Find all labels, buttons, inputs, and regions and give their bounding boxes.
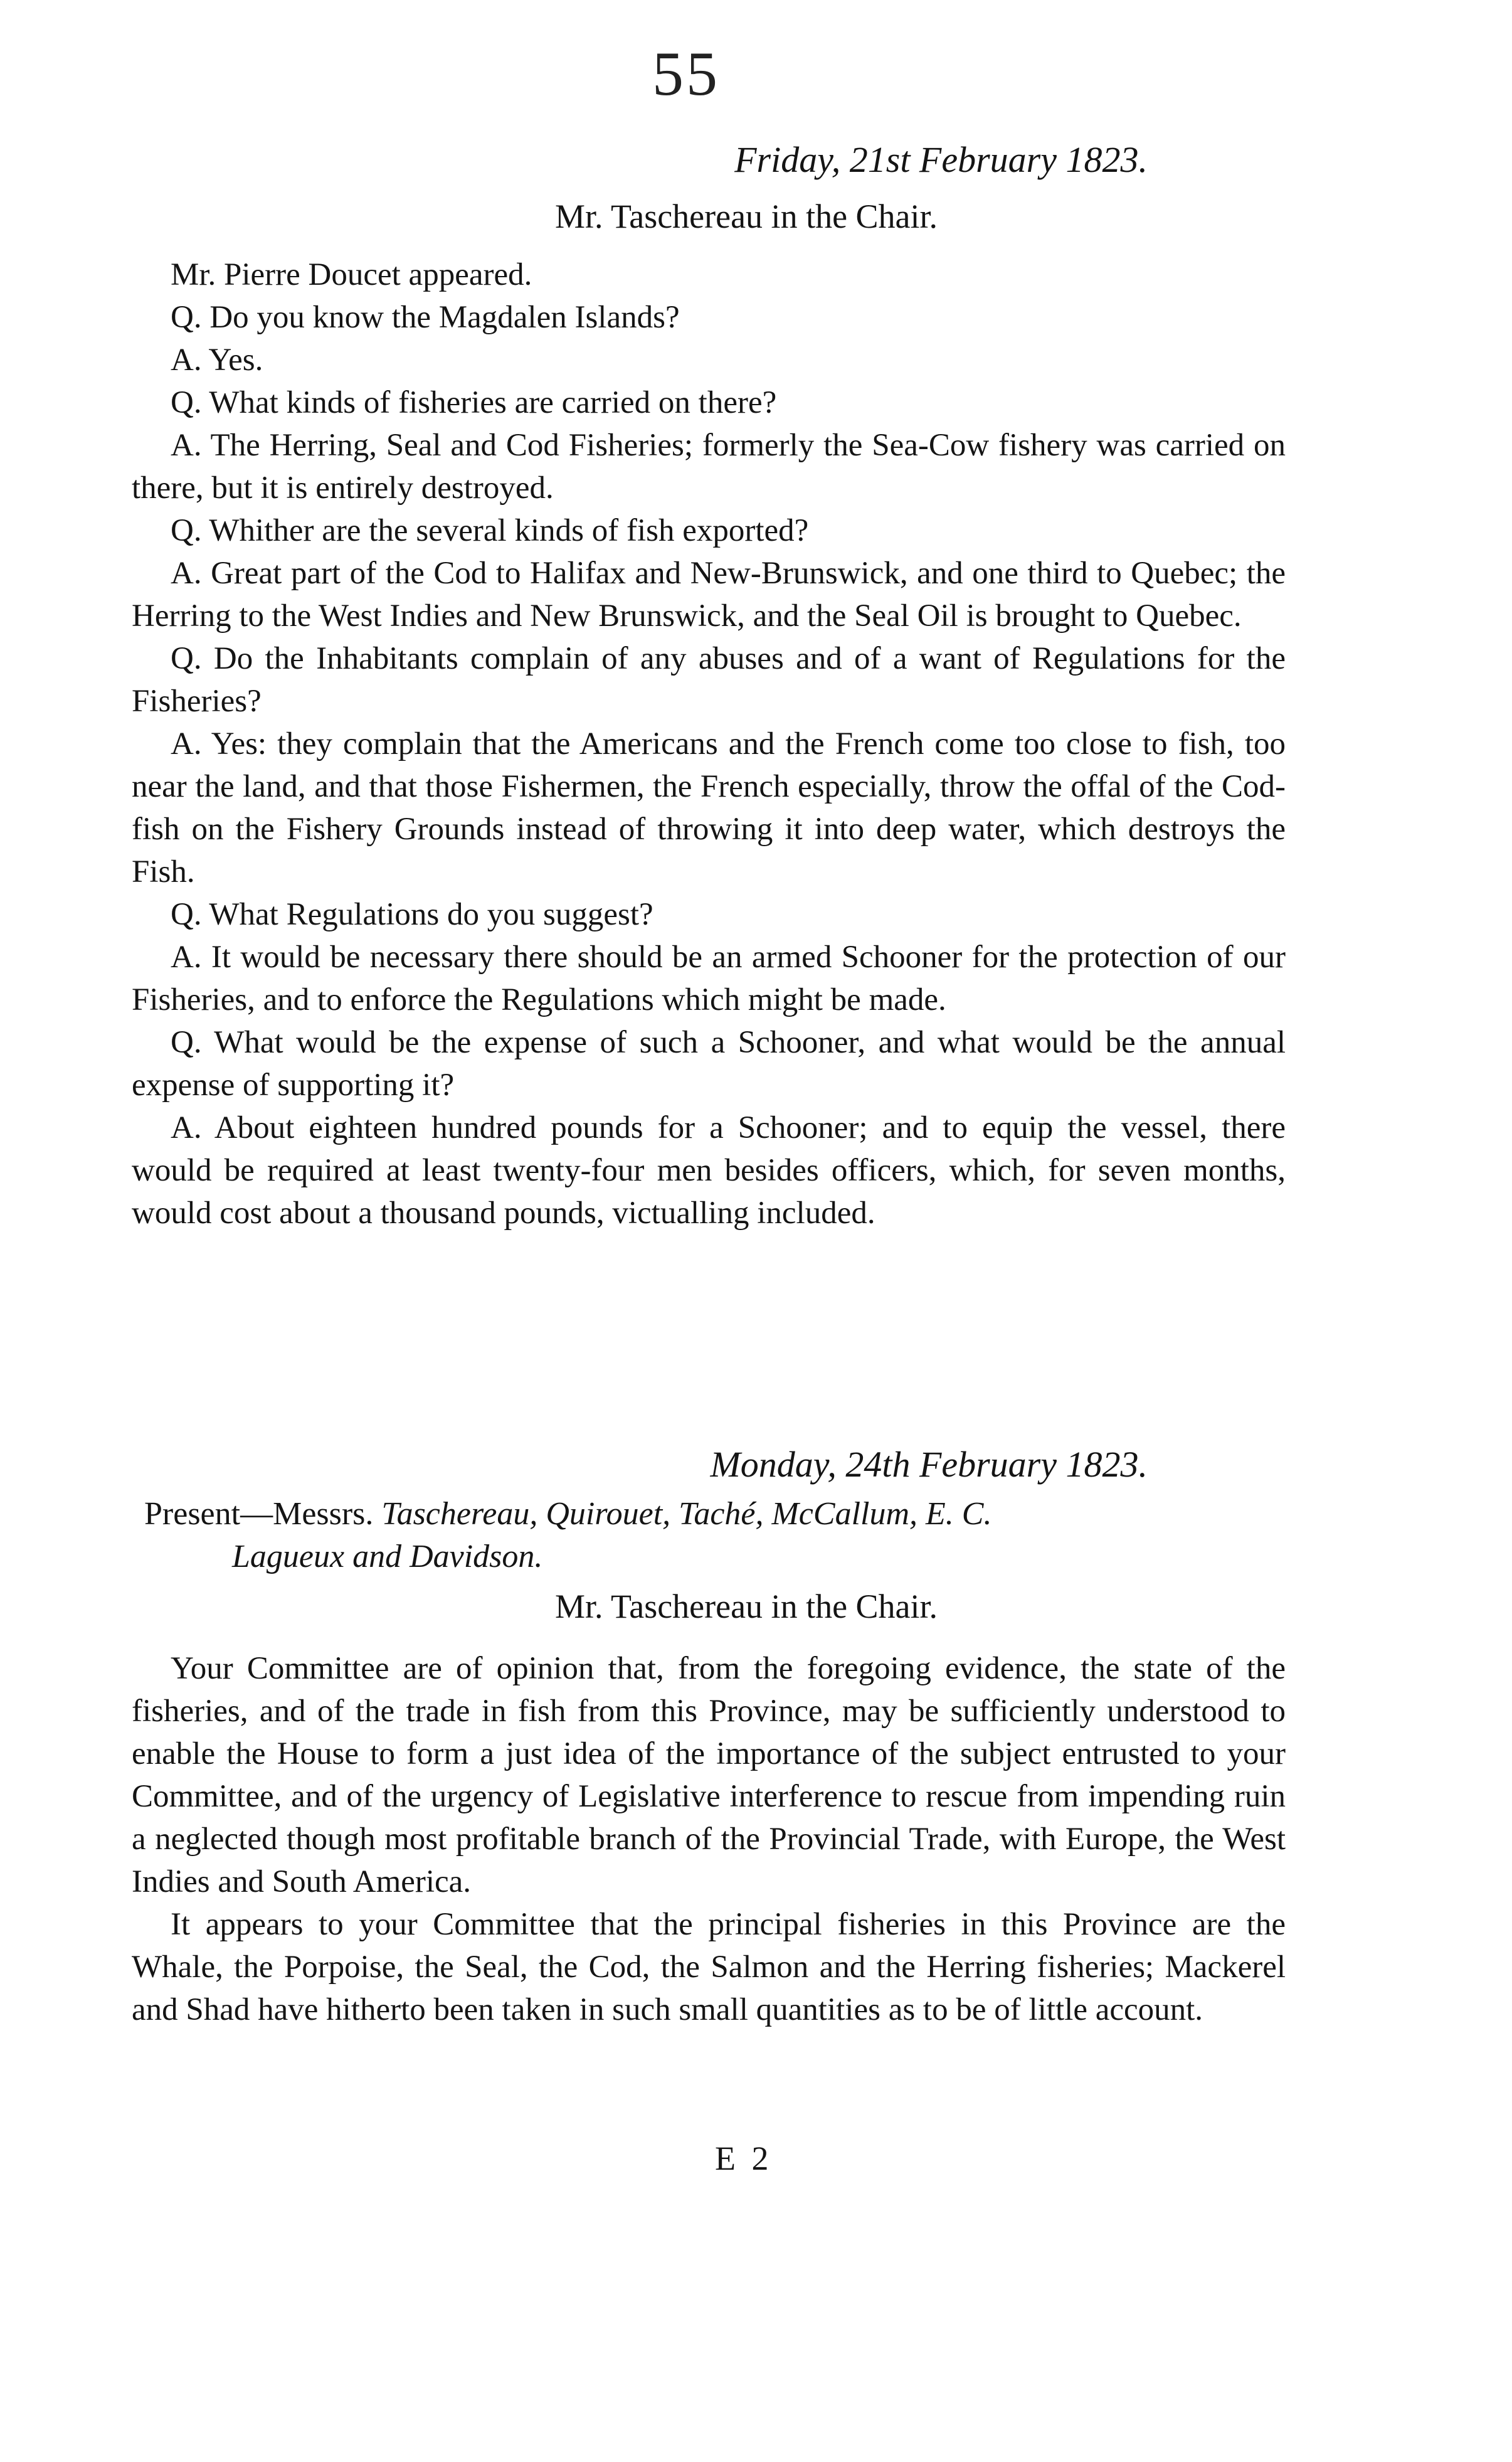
paragraph: A. Yes: they complain that the Americans and the French come too close to fish, too near the land, and that those Fishermen, the French especially, throw the offal of the Cod-fish on the Fishery Grounds instead of throwing it into deep water, which destroys the Fish.: [132, 726, 1286, 889]
paragraph: A. Great part of the Cod to Halifax and New-Brunswick, and one third to Quebec; the Herring to the West Indies and New Brunswick, and the Seal Oil is brought to Quebec.: [132, 556, 1286, 634]
present-line: [132, 1493, 1286, 1578]
paragraph: Mr. Pierre Doucet appeared.: [171, 257, 532, 292]
paragraph: Q. What Regulations do you suggest?: [171, 897, 653, 932]
paragraph: A. Yes.: [171, 342, 263, 378]
paragraph: Your Committee are of opinion that, from the foregoing evidence, the state of the fisheries, and of the trade in fish from this Province, may be sufficiently understood to enable the House to form a just idea of the importance of the subject entrusted to your Committee, and of the urgency of Legislative interference to rescue from impending ruin a neglected though most profitable branch of the Provincial Trade, with Europe, the West Indies and South America.: [132, 1651, 1286, 1899]
paragraph: A. About eighteen hundred pounds for a Schooner; and to equip the vessel, there would be required at least twenty-four men besides officers, which, for seven months, would cost about a thousand pounds, victualling included.: [132, 1110, 1286, 1231]
session-date: Monday, 24th February 1823.: [710, 1444, 1148, 1485]
paragraph: It appears to your Committee that the principal fisheries in this Province are the Whale, the Porpoise, the Seal, the Cod, the Salmon and the Herring fisheries; Mackerel and Shad have hitherto been taken in such small quantities as to be of little account.: [132, 1907, 1286, 2027]
paragraph: Q. Do the Inhabitants complain of any abuses and of a want of Regulations for the Fisheries?: [132, 641, 1286, 719]
present-label: Present—Messrs.: [144, 1496, 374, 1532]
present-names-continued: Lagueux and Davidson.: [232, 1539, 543, 1574]
session-monday: [132, 1436, 1286, 2031]
paragraph: Q. Do you know the Magdalen Islands?: [171, 300, 680, 335]
paragraph: A. It would be necessary there should be an armed Schooner for the protection of our Fisheries, and to enforce the Regulations which might be made.: [132, 940, 1286, 1017]
chair-line: Mr. Taschereau in the Chair.: [554, 198, 938, 235]
paragraph: A. The Herring, Seal and Cod Fisheries; formerly the Sea-Cow fishery was carried on there, but it is entirely destroyed.: [132, 428, 1286, 506]
signature-mark: E 2: [715, 2140, 773, 2177]
session-friday: [132, 132, 1286, 1234]
page-number: 55: [652, 39, 720, 109]
paragraph: Q. What would be the expense of such a Schooner, and what would be the annual expense of supporting it?: [132, 1025, 1286, 1103]
session-date: Friday, 21st February 1823.: [734, 139, 1148, 180]
paragraph: Q. What kinds of fisheries are carried on there?: [171, 385, 777, 420]
paragraph: Q. Whither are the several kinds of fish exported?: [171, 513, 809, 548]
present-names: Taschereau, Quirouet, Taché, McCallum, E. C.: [381, 1496, 992, 1532]
chair-line: Mr. Taschereau in the Chair.: [554, 1588, 938, 1625]
